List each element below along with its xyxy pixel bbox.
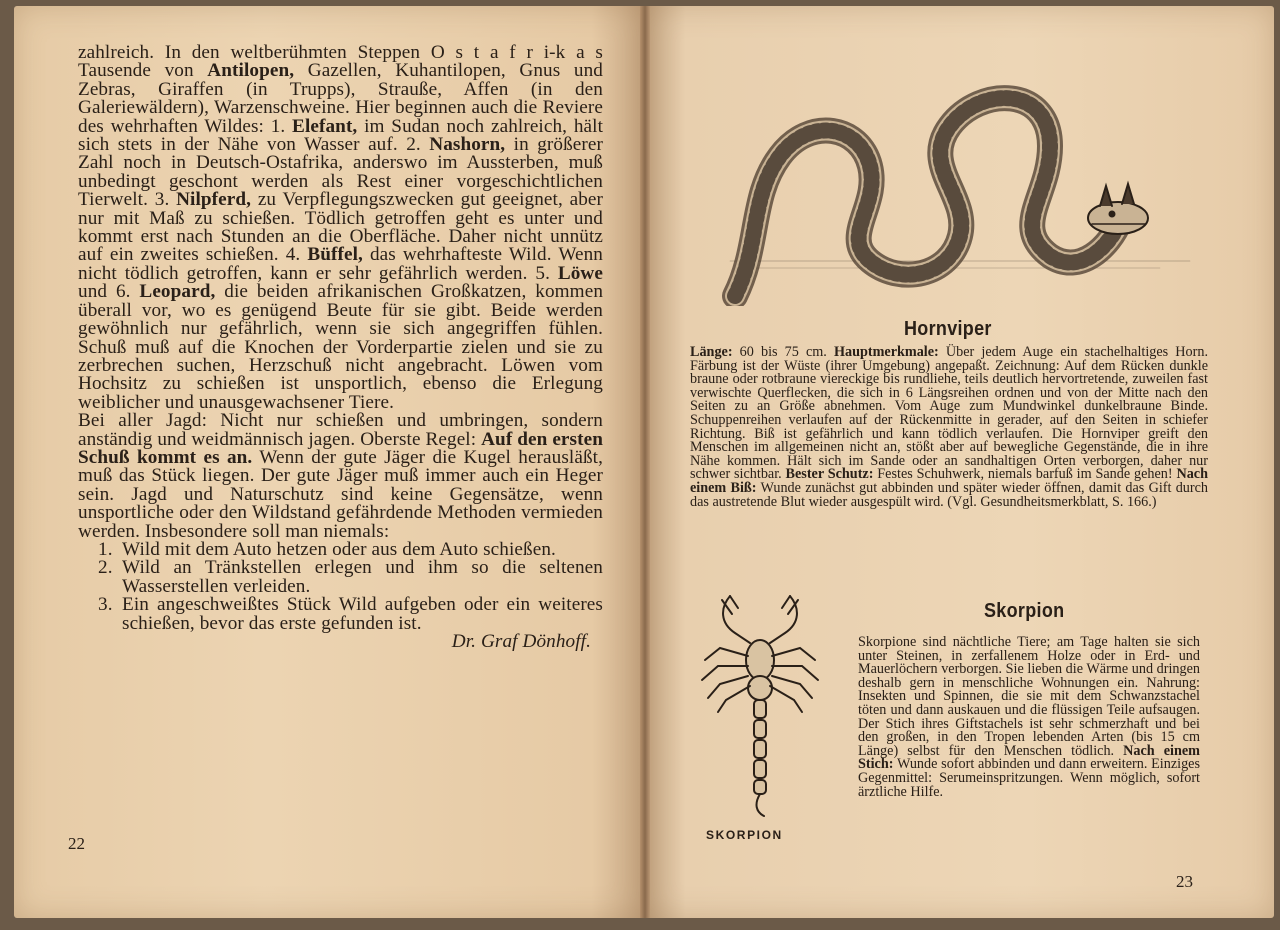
rules-list [78, 538, 603, 634]
list-item: 1. Wild mit dem Auto hetzen oder aus dem Auto schießen. [98, 538, 556, 560]
hornviper-text: Länge: 60 bis 75 cm. Hauptmerkmale: Über jedem Auge ein stachelhaltiges Horn. Färbung ist der Wüste (ihrer Umgebung) angepaßt. Zeichnung: Auf dem Rücken dunkle braune oder rotbraune viereckige bis rundliehe, teils deutlich hervortretende, zuweilen fast verwischte Querflecken, die sich in 6 Längsreihen ordnen und von der Mitte nach den Seiten zu an Größe abnehmen. Vom Auge zum Mundwinkel dunkelbraune Binde. Schuppenreihen verlaufen auf der Rückenmitte in gerader, auf den Seiten in schiefer Richtung. Biß ist gefährlich und kann tödlich verlaufen. Die Hornviper greift den Menschen im allgemeinen nicht an, stößt aber auf bewegliche Gegenstände, die in ihre Nähe kommen. Hält sich im Sande oder an sandhaltigen Orten verborgen, daher nur schwer sichtbar. Bester Schutz: Festes Schuhwerk, niemals barfuß im Sande gehen! Nach einem Biß: Wunde zunächst gut abbinden und später wieder öffnen, damit das Gift durch das austretende Blut wieder ausgespült wird. (Vgl. Gesundheitsmerkblatt, S. 166.) [690, 344, 1208, 510]
list-item: 2. Wild an Tränkstellen erlegen und ihm so die seltenen Wasserstellen verleiden. [98, 557, 603, 597]
page-number-left: 22 [68, 834, 85, 853]
paragraph-hunting-rules: Bei aller Jagd: Nicht nur schießen und umbringen, sondern anständig und weidmännisch jagen. Oberste Regel: Auf den ersten Schuß kommt es an. Wenn der gute Jäger die Kugel herausläßt, muß das Stück liegen. Der gute Jäger muß immer auch ein Heger sein. Jagd und Naturschutz sind keine Gegensätze, wenn unsportliche oder den Wildstand gefährdende Methoden vermieden werden. Insbesondere soll man niemals: [78, 410, 603, 542]
list-item: 3. Ein angeschweißtes Stück Wild aufgeben oder ein weiteres schießen, bevor das erste gefunden ist. [98, 594, 603, 634]
left-page-text [78, 44, 603, 651]
scorpion-illustration [690, 588, 830, 828]
hornviper-illustration [720, 46, 1200, 306]
scorpion-caption: SKORPION [706, 828, 783, 842]
page-number-right: 23 [1176, 872, 1193, 891]
book-gutter [640, 6, 650, 918]
signature: Dr. Graf Dönhoff. [451, 631, 591, 652]
hornviper-title: Hornviper [904, 316, 992, 340]
skorpion-title: Skorpion [984, 598, 1065, 622]
paragraph-wild-africa: zahlreich. In den weltberühmten Steppen O s t a f r i-k a s Tausende von Antilopen, Gazellen, Kuhantilopen, Gnus und Zebras, Giraffen (in Trupps), Strauße, Affen (in den Galeriewäldern), Warzenschweine. Hier beginnen auch die Reviere des wehrhaften Wildes: 1. Elefant, im Sudan noch zahlreich, hält sich stets in der Nähe von Wasser auf. 2. Nashorn, in größerer Zahl noch in Deutsch-Ostafrika, anderswo im Aussterben, muß unbedingt geschont werden als Rest einer vorgeschichtlichen Tierwelt. 3. Nilpferd, zu Verpflegungszwecken gut geeignet, aber nur mit Maß zu schießen. Tödlich getroffen geht es unter und kommt erst nach Stunden an die Oberfläche. Daher nicht unnütz auf ein zweites schießen. 4. Büffel, das wehrhafteste Wild. Wenn nicht tödlich getroffen, kann er sehr gefährlich werden. 5. Löwe und 6. Leopard, die beiden afrikanischen Großkatzen, kommen überall vor, wo es genügend Beute für sie gibt. Beide werden gewöhnlich nur gefährlich, wenn sie sich angegriffen fühlen. Schuß muß auf die Knochen der Vorderpartie zielen und sie zu zerbrechen suchen, Herzschuß nicht angebracht. Löwen vom Hochsitz zu schießen ist unsportlich, ebenso die Erlegung weiblicher und unausgewachsener Tiere. [78, 42, 604, 413]
skorpion-text: Skorpione sind nächtliche Tiere; am Tage halten sie sich unter Steinen, in zerfallenem Holze oder in Erd- und Mauerlöchern verborgen. Sie lieben die Wärme und dringen deshalb gern in menschliche Wohnungen ein. Nahrung: Insekten und Spinnen, die sie mit dem Schwanzstachel töten und dann auskauen und die flüssigen Teile aufsaugen. Der Stich ihres Giftstachels ist sehr schmerzhaft und bei den großen, in den Tropen lebenden Arten (bis 15 cm Länge) selbst für den Menschen tödlich. Nach einem Stich: Wunde sofort abbinden und dann erweitern. Einziges Gegenmittel: Serumeinspritzungen. Wenn möglich, sofort ärztliche Hilfe. [858, 634, 1200, 800]
